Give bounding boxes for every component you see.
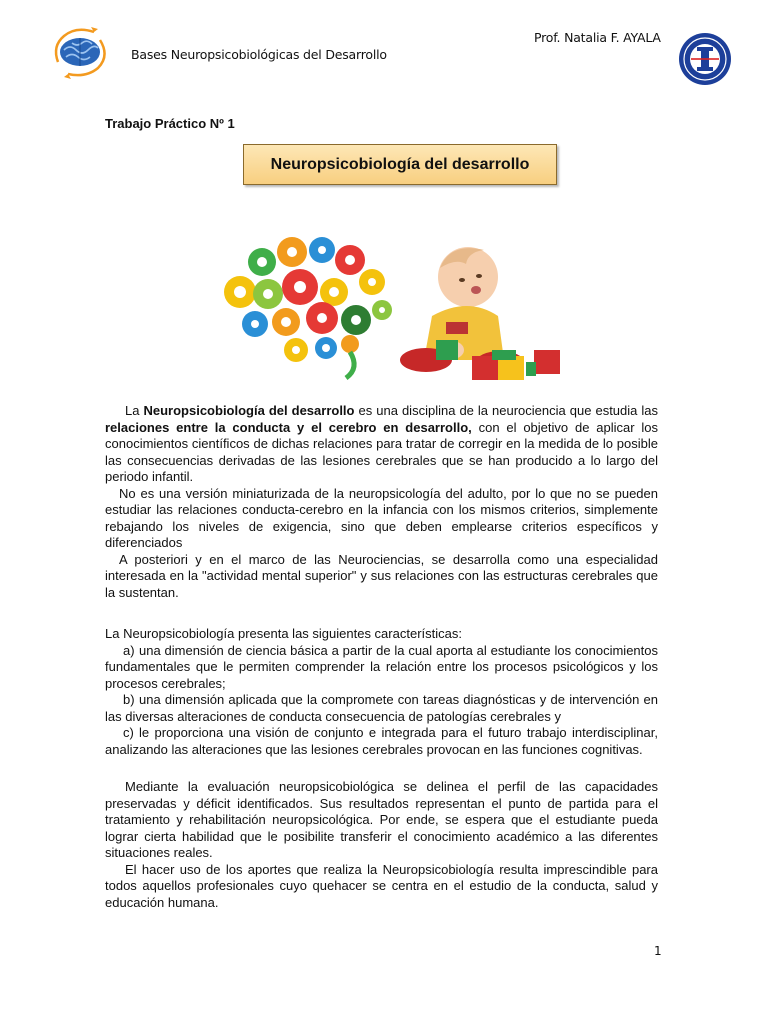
intro-emphasis: relaciones entre la conducta y el cerebro en desarrollo, [105, 419, 472, 435]
intro-section [105, 403, 658, 601]
list-item-text: una dimensión aplicada que la compromete con tareas diagnósticas y de intervención en las diversas alteraciones de conducta consecuencia de patologías cerebrales y [105, 692, 658, 724]
list-item [105, 725, 658, 758]
intro-mid: es una disciplina de la neurociencia que estudia las [354, 403, 659, 418]
list-item [105, 643, 658, 693]
closing-section [105, 779, 658, 911]
intro-paragraph-3: A posteriori y en el marco de las Neurociencias, se desarrolla como una especialidad interesada en la "actividad mental superior" y sus relaciones con las estructuras cerebrales que la sustentan. [105, 551, 658, 600]
institution-seal-icon [678, 32, 732, 86]
intro-term: Neuropsicobiología del desarrollo [143, 403, 355, 418]
intro-lead: La [125, 403, 144, 418]
assignment-title: Trabajo Práctico Nº 1 [105, 116, 235, 131]
list-item-label: a) [123, 642, 135, 658]
intro-paragraph-1 [105, 403, 658, 486]
list-item-text: una dimensión de ciencia básica a partir de la cual aporta al estudiante los conocimientos fundamentales que le permiten comprender la relación entre los procesos psicológicos y los procesos cerebrales; [105, 642, 658, 691]
list-item-label: c) [123, 725, 134, 740]
list-item [105, 692, 658, 725]
list-item-label: b) [123, 692, 135, 707]
page-number: 1 [654, 944, 662, 958]
document-title: Neuropsicobiología del desarrollo [243, 144, 557, 185]
closing-paragraph-1: Mediante la evaluación neuropsicobiológica se delinea el perfil de las capacidades preservadas y déficit identificados. Sus resultados representan el punto de partida para el tratamiento y rehabilitación neuropsicológica. Por ende, se espera que el estudiante pueda lograr cierta habilidad que le posibilite transferir el conocimiento académico a las diferentes situaciones reales. [105, 779, 658, 860]
gear-brain-and-baby-illustration [200, 232, 600, 382]
course-title: Bases Neuropsicobiológicas del Desarrollo [131, 47, 387, 62]
professor-name: Prof. Natalia F. AYALA [534, 30, 661, 45]
characteristics-section [105, 626, 658, 758]
intro-paragraph-2: No es una versión miniaturizada de la neuropsicología del adulto, por lo que no se pueden estudiar las relaciones conducta-cerebro en la infancia con los mismos criterios, simplemente rebajando los niveles de exigencia, sino que deben emplearse criterios específicos y diferenciados [105, 485, 658, 550]
closing-paragraph-2: El hacer uso de los aportes que realiza la Neuropsicobiología resulta imprescindible para todos aquellos profesionales cuyo quehacer se centra en el estudio de la conducta, salud y educación humana. [105, 861, 658, 910]
list-item-text: le proporciona una visión de conjunto e integrada para el futuro trabajo interdisciplinar, analizando las alteraciones que las lesiones cerebrales provocan en las funciones cognitivas. [105, 725, 658, 757]
intro-tail: con el objetivo de aplicar los conocimientos científicos de dichas relaciones para tratar de corregir en la medida de lo posible las consecuencias derivadas de las lesiones cerebrales que se han producido a lo largo del periodo infantil. [105, 419, 658, 484]
characteristics-heading: La Neuropsicobiología presenta las siguientes características: [105, 626, 462, 641]
brain-logo-icon [50, 24, 110, 80]
